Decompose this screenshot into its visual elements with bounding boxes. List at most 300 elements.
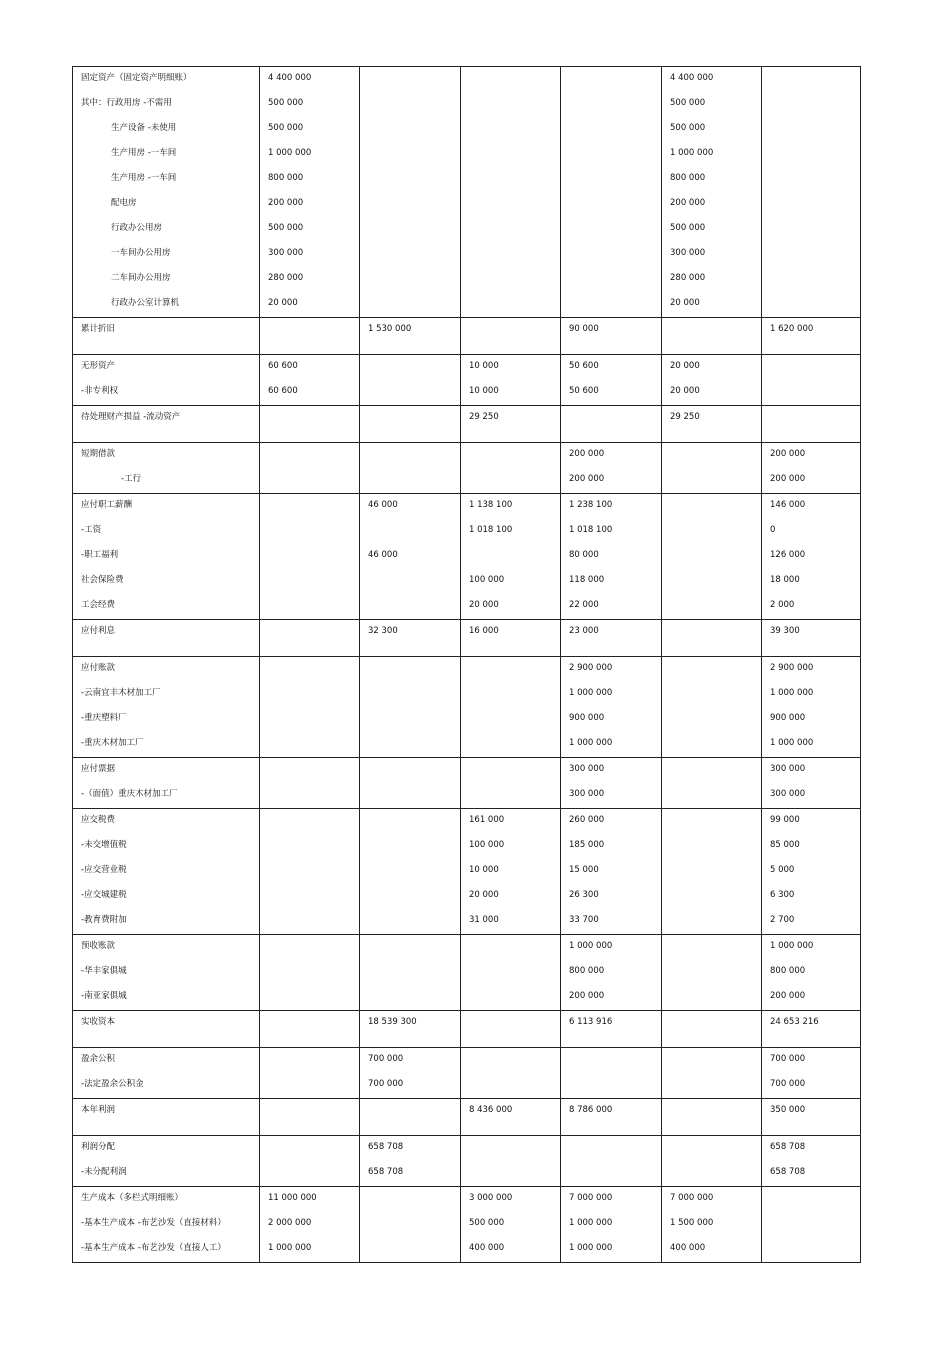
amount-cell bbox=[360, 292, 460, 317]
amount-column-1 bbox=[260, 657, 360, 758]
account-label: -工行 bbox=[121, 474, 142, 484]
amount-column-2 bbox=[360, 1011, 461, 1048]
amount-cell: 20 000 bbox=[670, 298, 700, 308]
ledger-group bbox=[73, 758, 861, 809]
amount-column-6 bbox=[762, 657, 861, 758]
amount-cell bbox=[260, 1048, 359, 1073]
amount-cell: 1 138 100 bbox=[469, 500, 513, 510]
amount-column-2 bbox=[360, 494, 461, 620]
amount-cell: 20 000 bbox=[469, 890, 499, 900]
amount-cell bbox=[662, 1011, 761, 1036]
amount-cell bbox=[762, 142, 860, 167]
amount-column-4 bbox=[561, 355, 662, 406]
amount-cell bbox=[461, 783, 560, 808]
amount-cell: 200 000 bbox=[569, 991, 605, 1001]
amount-cell bbox=[461, 443, 560, 468]
amount-cell: 161 000 bbox=[469, 815, 505, 825]
amount-cell: 1 000 000 bbox=[569, 1218, 613, 1228]
amount-cell: 658 708 bbox=[770, 1167, 806, 1177]
amount-column-2 bbox=[360, 355, 461, 406]
amount-cell: 2 900 000 bbox=[569, 663, 613, 673]
amount-cell bbox=[762, 242, 860, 267]
amount-cell: 1 018 100 bbox=[469, 525, 513, 535]
amount-column-1 bbox=[260, 1099, 360, 1136]
amount-cell bbox=[260, 859, 359, 884]
amount-cell bbox=[662, 544, 761, 569]
amount-cell bbox=[561, 267, 661, 292]
amount-cell bbox=[762, 117, 860, 142]
amount-column-6 bbox=[762, 620, 861, 657]
amount-cell: 185 000 bbox=[569, 840, 605, 850]
amount-column-6 bbox=[762, 1099, 861, 1136]
amount-cell: 400 000 bbox=[670, 1243, 706, 1253]
amount-cell bbox=[360, 355, 460, 380]
account-cell bbox=[73, 67, 260, 318]
amount-cell: 800 000 bbox=[569, 966, 605, 976]
account-cell bbox=[73, 657, 260, 758]
amount-cell bbox=[461, 732, 560, 757]
amount-cell: 200 000 bbox=[770, 474, 806, 484]
ledger-group bbox=[73, 809, 861, 935]
amount-column-6 bbox=[762, 494, 861, 620]
amount-cell bbox=[360, 935, 460, 960]
amount-cell bbox=[360, 67, 460, 92]
amount-cell bbox=[762, 192, 860, 217]
amount-column-3 bbox=[461, 1136, 561, 1187]
amount-cell bbox=[561, 217, 661, 242]
amount-cell: 1 500 000 bbox=[670, 1218, 714, 1228]
amount-cell bbox=[762, 406, 860, 431]
amount-cell: 29 250 bbox=[670, 412, 700, 422]
amount-cell: 46 000 bbox=[368, 550, 398, 560]
account-label: 行政办公室计算机 bbox=[111, 298, 180, 308]
amount-cell bbox=[662, 909, 761, 934]
amount-column-4 bbox=[561, 67, 662, 318]
amount-cell: 300 000 bbox=[569, 764, 605, 774]
amount-column-1 bbox=[260, 620, 360, 657]
amount-cell bbox=[360, 909, 460, 934]
amount-cell bbox=[762, 1212, 860, 1237]
amount-cell bbox=[360, 758, 460, 783]
ledger-group bbox=[73, 1136, 861, 1187]
amount-cell bbox=[461, 657, 560, 682]
amount-cell bbox=[461, 707, 560, 732]
amount-cell: 1 000 000 bbox=[770, 688, 814, 698]
amount-cell: 700 000 bbox=[368, 1079, 404, 1089]
amount-column-4 bbox=[561, 758, 662, 809]
amount-cell bbox=[561, 167, 661, 192]
amount-column-5 bbox=[662, 67, 762, 318]
amount-cell bbox=[360, 1212, 460, 1237]
amount-column-1 bbox=[260, 758, 360, 809]
account-cell bbox=[73, 1187, 260, 1263]
account-label: 工会经费 bbox=[81, 600, 116, 610]
amount-cell bbox=[762, 380, 860, 405]
amount-cell: 18 539 300 bbox=[368, 1017, 417, 1027]
ledger-group bbox=[73, 67, 861, 318]
amount-cell bbox=[662, 594, 761, 619]
amount-column-1 bbox=[260, 318, 360, 355]
amount-cell: 22 000 bbox=[569, 600, 599, 610]
amount-column-6 bbox=[762, 1048, 861, 1099]
amount-cell: 85 000 bbox=[770, 840, 800, 850]
amount-column-3 bbox=[461, 443, 561, 494]
account-cell bbox=[73, 1011, 260, 1048]
amount-cell bbox=[260, 783, 359, 808]
account-label: 应付账款 bbox=[81, 663, 116, 673]
amount-cell bbox=[360, 142, 460, 167]
account-label: -未交增值税 bbox=[81, 840, 127, 850]
amount-cell: 1 238 100 bbox=[569, 500, 613, 510]
account-cell bbox=[73, 1099, 260, 1136]
amount-column-2 bbox=[360, 758, 461, 809]
ledger-group bbox=[73, 1099, 861, 1136]
amount-cell bbox=[662, 834, 761, 859]
amount-cell bbox=[461, 544, 560, 569]
account-cell bbox=[73, 620, 260, 657]
account-cell bbox=[73, 935, 260, 1011]
amount-cell bbox=[461, 960, 560, 985]
amount-column-4 bbox=[561, 318, 662, 355]
amount-cell: 99 000 bbox=[770, 815, 800, 825]
account-label: 利润分配 bbox=[81, 1142, 116, 1152]
amount-cell: 800 000 bbox=[770, 966, 806, 976]
amount-cell: 1 000 000 bbox=[268, 148, 312, 158]
amount-cell bbox=[461, 1048, 560, 1073]
amount-column-5 bbox=[662, 494, 762, 620]
ledger-group bbox=[73, 443, 861, 494]
amount-cell: 60 600 bbox=[268, 361, 298, 371]
account-label: 本年利润 bbox=[81, 1105, 116, 1115]
account-label: 生产成本（多栏式明细账） bbox=[81, 1193, 184, 1203]
account-cell bbox=[73, 443, 260, 494]
account-label: 应付利息 bbox=[81, 626, 116, 636]
amount-column-2 bbox=[360, 657, 461, 758]
amount-cell bbox=[360, 859, 460, 884]
amount-cell bbox=[662, 732, 761, 757]
account-label: 待处理财产损益 -流动资产 bbox=[81, 412, 181, 422]
account-label: 生产用房 -一车间 bbox=[111, 173, 177, 183]
amount-cell: 100 000 bbox=[469, 575, 505, 585]
amount-cell: 90 000 bbox=[569, 324, 599, 334]
ledger-group bbox=[73, 318, 861, 355]
amount-column-4 bbox=[561, 1048, 662, 1099]
account-label: 应付职工薪酬 bbox=[81, 500, 133, 510]
amount-column-6 bbox=[762, 443, 861, 494]
amount-column-6 bbox=[762, 406, 861, 443]
amount-cell bbox=[360, 406, 460, 431]
amount-cell: 500 000 bbox=[268, 223, 304, 233]
amount-cell bbox=[662, 985, 761, 1010]
amount-cell bbox=[461, 142, 560, 167]
amount-cell bbox=[260, 657, 359, 682]
amount-column-6 bbox=[762, 318, 861, 355]
amount-cell bbox=[260, 519, 359, 544]
amount-cell: 900 000 bbox=[569, 713, 605, 723]
amount-cell bbox=[360, 1099, 460, 1124]
amount-cell: 5 000 bbox=[770, 865, 795, 875]
amount-cell bbox=[662, 519, 761, 544]
account-label: -云南宜丰木材加工厂 bbox=[81, 688, 161, 698]
amount-cell: 2 700 bbox=[770, 915, 795, 925]
amount-column-2 bbox=[360, 67, 461, 318]
amount-cell: 10 000 bbox=[469, 386, 499, 396]
account-label: 应交税费 bbox=[81, 815, 116, 825]
amount-cell: 658 708 bbox=[368, 1142, 404, 1152]
amount-cell bbox=[461, 1011, 560, 1036]
amount-cell bbox=[260, 985, 359, 1010]
amount-cell bbox=[360, 960, 460, 985]
amount-cell: 260 000 bbox=[569, 815, 605, 825]
amount-cell bbox=[762, 167, 860, 192]
amount-cell bbox=[762, 292, 860, 317]
amount-cell bbox=[360, 519, 460, 544]
amount-cell: 18 000 bbox=[770, 575, 800, 585]
amount-column-2 bbox=[360, 935, 461, 1011]
amount-cell: 1 000 000 bbox=[569, 738, 613, 748]
amount-column-4 bbox=[561, 494, 662, 620]
account-label: 预收账款 bbox=[81, 941, 116, 951]
account-label: -非专利权 bbox=[81, 386, 119, 396]
amount-column-2 bbox=[360, 1136, 461, 1187]
amount-cell: 300 000 bbox=[569, 789, 605, 799]
amount-cell bbox=[662, 809, 761, 834]
amount-cell bbox=[260, 909, 359, 934]
amount-cell bbox=[461, 468, 560, 493]
amount-cell: 10 000 bbox=[469, 361, 499, 371]
amount-cell bbox=[260, 406, 359, 431]
amount-column-4 bbox=[561, 657, 662, 758]
account-label: 二车间办公用房 bbox=[111, 273, 171, 283]
amount-cell: 800 000 bbox=[670, 173, 706, 183]
ledger-table bbox=[72, 66, 861, 1263]
amount-cell bbox=[260, 569, 359, 594]
amount-cell bbox=[662, 569, 761, 594]
amount-column-2 bbox=[360, 1099, 461, 1136]
amount-cell: 11 000 000 bbox=[268, 1193, 317, 1203]
account-label: -南亚家俱城 bbox=[81, 991, 127, 1001]
amount-cell: 6 113 916 bbox=[569, 1017, 613, 1027]
amount-column-2 bbox=[360, 318, 461, 355]
amount-column-1 bbox=[260, 935, 360, 1011]
amount-cell bbox=[260, 620, 359, 645]
amount-cell bbox=[260, 707, 359, 732]
account-label: -应交城建税 bbox=[81, 890, 127, 900]
amount-cell bbox=[360, 707, 460, 732]
amount-column-3 bbox=[461, 620, 561, 657]
amount-cell: 500 000 bbox=[670, 123, 706, 133]
amount-column-1 bbox=[260, 1048, 360, 1099]
amount-cell bbox=[260, 494, 359, 519]
amount-cell bbox=[360, 380, 460, 405]
amount-cell: 200 000 bbox=[670, 198, 706, 208]
amount-cell bbox=[461, 117, 560, 142]
amount-cell: 29 250 bbox=[469, 412, 499, 422]
amount-cell bbox=[662, 758, 761, 783]
amount-column-3 bbox=[461, 1011, 561, 1048]
ledger-group bbox=[73, 1187, 861, 1263]
amount-cell bbox=[461, 758, 560, 783]
amount-cell bbox=[561, 1161, 661, 1186]
amount-cell bbox=[662, 960, 761, 985]
amount-cell bbox=[561, 1073, 661, 1098]
amount-cell: 800 000 bbox=[268, 173, 304, 183]
amount-cell bbox=[360, 217, 460, 242]
amount-cell bbox=[260, 732, 359, 757]
amount-cell: 15 000 bbox=[569, 865, 599, 875]
ledger-group bbox=[73, 620, 861, 657]
amount-cell bbox=[260, 1161, 359, 1186]
amount-cell bbox=[260, 809, 359, 834]
amount-cell bbox=[561, 92, 661, 117]
amount-cell: 200 000 bbox=[569, 474, 605, 484]
amount-cell: 20 000 bbox=[268, 298, 298, 308]
amount-cell bbox=[360, 732, 460, 757]
account-label: 累计折旧 bbox=[81, 324, 116, 334]
amount-cell bbox=[260, 960, 359, 985]
amount-column-2 bbox=[360, 443, 461, 494]
ledger-group bbox=[73, 935, 861, 1011]
amount-cell: 500 000 bbox=[268, 98, 304, 108]
amount-cell bbox=[260, 758, 359, 783]
amount-cell bbox=[360, 834, 460, 859]
amount-cell bbox=[461, 935, 560, 960]
amount-cell: 1 000 000 bbox=[770, 738, 814, 748]
amount-cell: 700 000 bbox=[770, 1079, 806, 1089]
amount-cell bbox=[762, 217, 860, 242]
amount-cell bbox=[260, 544, 359, 569]
amount-column-5 bbox=[662, 758, 762, 809]
amount-cell bbox=[260, 884, 359, 909]
amount-cell bbox=[662, 657, 761, 682]
amount-cell bbox=[561, 142, 661, 167]
amount-column-1 bbox=[260, 1187, 360, 1263]
amount-cell bbox=[762, 1237, 860, 1262]
account-label: -工资 bbox=[81, 525, 102, 535]
amount-cell: 300 000 bbox=[770, 789, 806, 799]
amount-cell bbox=[461, 167, 560, 192]
account-label: 实收资本 bbox=[81, 1017, 116, 1027]
amount-column-6 bbox=[762, 1011, 861, 1048]
amount-cell bbox=[461, 92, 560, 117]
amount-cell: 500 000 bbox=[469, 1218, 505, 1228]
amount-cell bbox=[260, 834, 359, 859]
amount-cell: 1 000 000 bbox=[569, 941, 613, 951]
amount-column-6 bbox=[762, 67, 861, 318]
amount-cell bbox=[360, 117, 460, 142]
amount-cell: 700 000 bbox=[770, 1054, 806, 1064]
amount-cell bbox=[662, 620, 761, 645]
amount-column-4 bbox=[561, 1099, 662, 1136]
amount-column-4 bbox=[561, 443, 662, 494]
amount-column-3 bbox=[461, 1048, 561, 1099]
amount-cell bbox=[260, 1011, 359, 1036]
amount-column-5 bbox=[662, 318, 762, 355]
amount-cell bbox=[461, 682, 560, 707]
amount-cell: 280 000 bbox=[670, 273, 706, 283]
amount-cell bbox=[360, 1187, 460, 1212]
amount-cell bbox=[762, 1187, 860, 1212]
account-cell bbox=[73, 758, 260, 809]
amount-cell bbox=[662, 1048, 761, 1073]
amount-column-3 bbox=[461, 758, 561, 809]
account-label: 配电房 bbox=[111, 198, 137, 208]
ledger-group bbox=[73, 657, 861, 758]
amount-cell: 100 000 bbox=[469, 840, 505, 850]
amount-column-2 bbox=[360, 620, 461, 657]
amount-column-4 bbox=[561, 406, 662, 443]
amount-cell: 400 000 bbox=[469, 1243, 505, 1253]
amount-cell bbox=[662, 443, 761, 468]
amount-column-4 bbox=[561, 935, 662, 1011]
amount-cell: 2 000 bbox=[770, 600, 795, 610]
account-cell bbox=[73, 355, 260, 406]
amount-cell bbox=[360, 985, 460, 1010]
amount-cell bbox=[461, 1136, 560, 1161]
amount-cell bbox=[662, 494, 761, 519]
amount-cell bbox=[762, 267, 860, 292]
amount-cell: 50 600 bbox=[569, 386, 599, 396]
account-cell bbox=[73, 494, 260, 620]
account-label: 生产用房 -一车间 bbox=[111, 148, 177, 158]
amount-column-1 bbox=[260, 1011, 360, 1048]
amount-cell bbox=[360, 242, 460, 267]
amount-column-1 bbox=[260, 1136, 360, 1187]
amount-cell: 200 000 bbox=[268, 198, 304, 208]
amount-cell: 1 000 000 bbox=[569, 688, 613, 698]
amount-column-6 bbox=[762, 1187, 861, 1263]
amount-cell: 200 000 bbox=[770, 991, 806, 1001]
amount-column-4 bbox=[561, 1011, 662, 1048]
amount-cell bbox=[360, 682, 460, 707]
ledger-group bbox=[73, 355, 861, 406]
amount-cell: 1 530 000 bbox=[368, 324, 412, 334]
amount-cell: 46 000 bbox=[368, 500, 398, 510]
amount-column-1 bbox=[260, 355, 360, 406]
amount-column-2 bbox=[360, 406, 461, 443]
amount-cell: 1 000 000 bbox=[770, 941, 814, 951]
account-label: -基本生产成本 -布艺沙发（直接材料） bbox=[81, 1218, 226, 1228]
amount-column-4 bbox=[561, 1187, 662, 1263]
amount-cell: 80 000 bbox=[569, 550, 599, 560]
amount-column-4 bbox=[561, 620, 662, 657]
amount-cell: 8 786 000 bbox=[569, 1105, 613, 1115]
amount-cell bbox=[461, 985, 560, 1010]
amount-cell bbox=[662, 707, 761, 732]
account-cell bbox=[73, 1136, 260, 1187]
account-label: 固定资产（固定资产明细账） bbox=[81, 73, 192, 83]
amount-column-1 bbox=[260, 809, 360, 935]
amount-cell bbox=[561, 117, 661, 142]
amount-cell: 500 000 bbox=[268, 123, 304, 133]
amount-cell bbox=[662, 318, 761, 343]
account-cell bbox=[73, 318, 260, 355]
amount-cell bbox=[260, 1136, 359, 1161]
amount-cell bbox=[260, 682, 359, 707]
amount-column-3 bbox=[461, 935, 561, 1011]
amount-column-1 bbox=[260, 67, 360, 318]
amount-column-5 bbox=[662, 1187, 762, 1263]
amount-cell: 20 000 bbox=[469, 600, 499, 610]
account-label: -教育费附加 bbox=[81, 915, 127, 925]
amount-cell: 658 708 bbox=[770, 1142, 806, 1152]
amount-column-5 bbox=[662, 1136, 762, 1187]
amount-column-5 bbox=[662, 1011, 762, 1048]
amount-cell: 10 000 bbox=[469, 865, 499, 875]
amount-cell bbox=[461, 318, 560, 343]
amount-cell: 23 000 bbox=[569, 626, 599, 636]
amount-cell: 280 000 bbox=[268, 273, 304, 283]
